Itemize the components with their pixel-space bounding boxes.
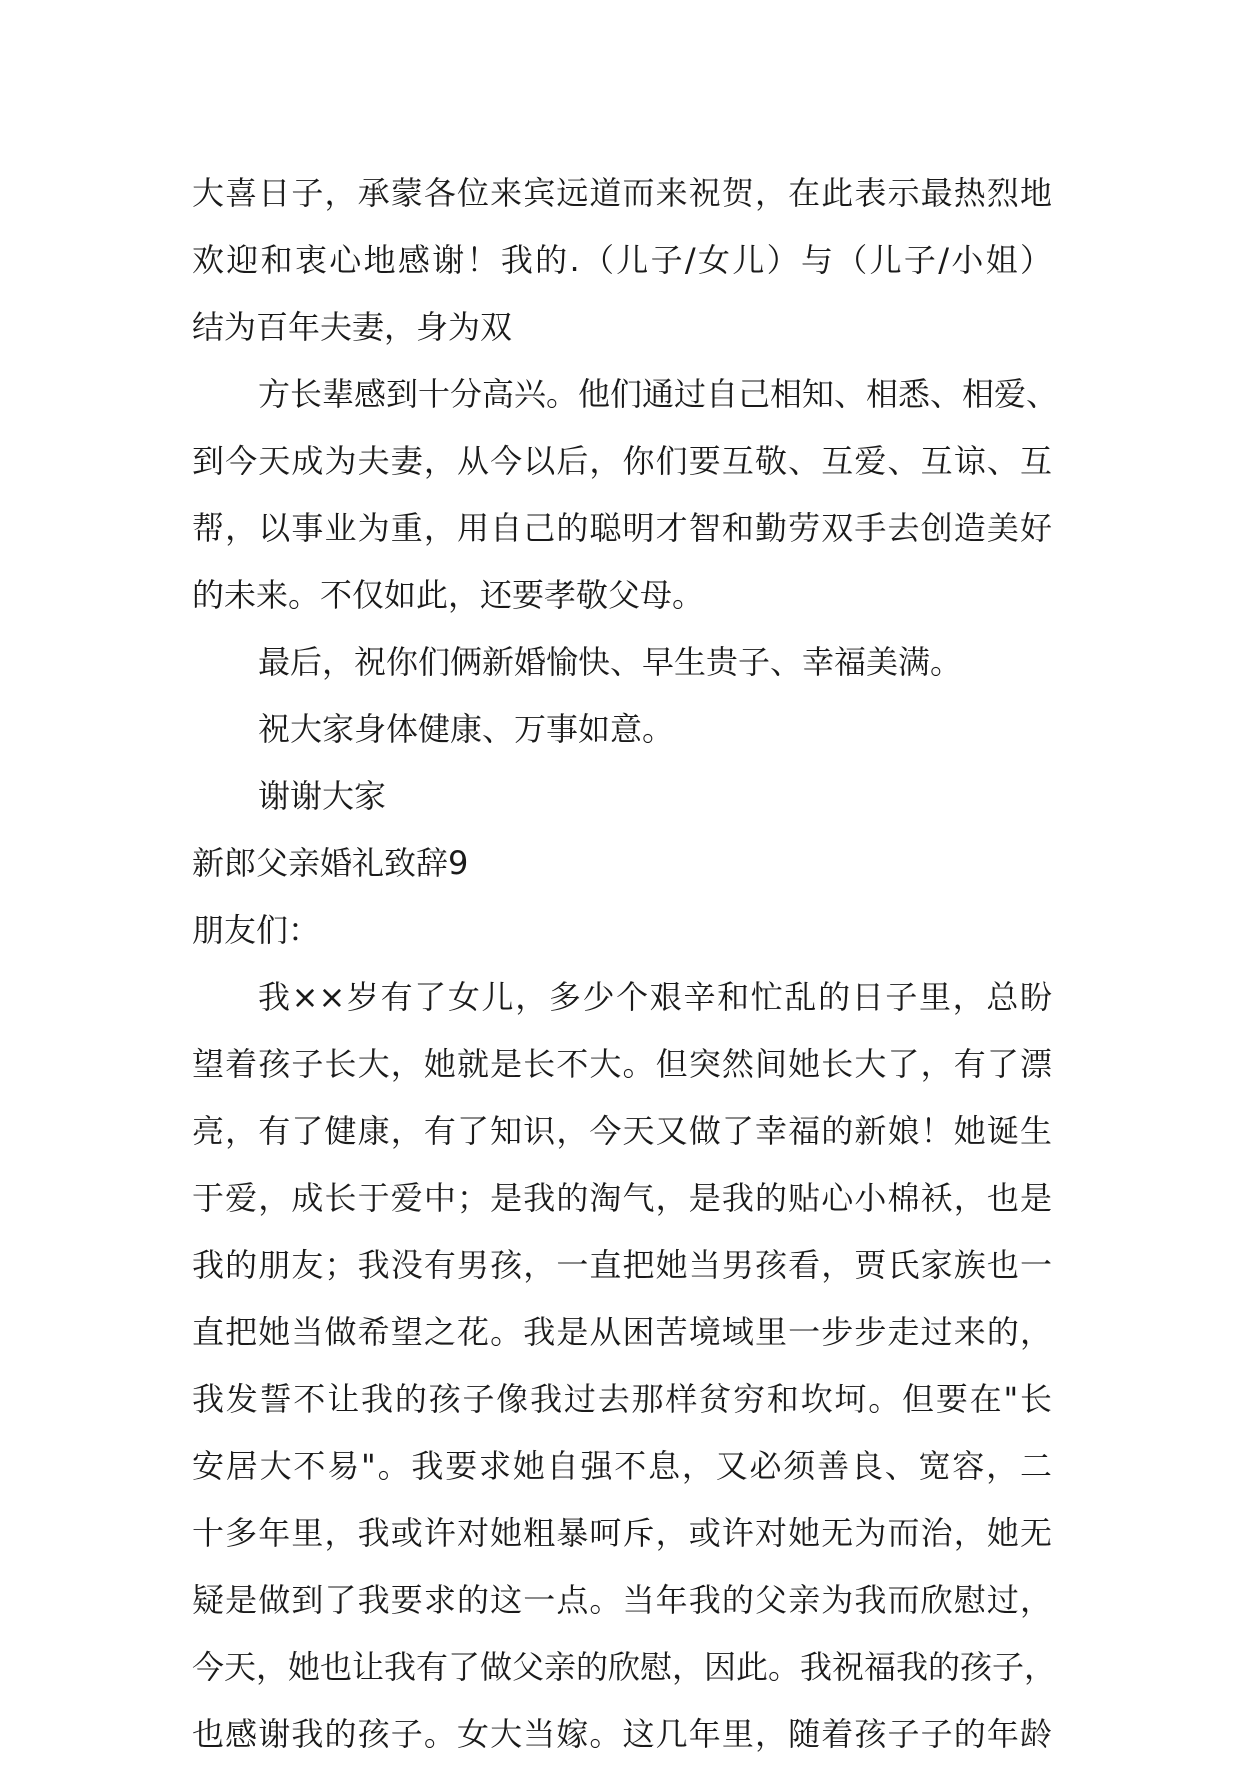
- text-line: 我××岁有了女儿，多少个艰辛和忙乱的日子里，总盼: [258, 978, 1052, 1016]
- text-line: 于爱，成长于爱中；是我的淘气，是我的贴心小棉袄，也是: [192, 1179, 1052, 1217]
- document-body: [192, 160, 1059, 1768]
- text-line: 望着孩子长大，她就是长不大。但突然间她长大了，有了漂: [192, 1045, 1052, 1083]
- text-line: 大喜日子，承蒙各位来宾远道而来祝贺，在此表示最热烈地: [192, 174, 1052, 212]
- text-line: 帮，以事业为重，用自己的聪明才智和勤劳双手去创造美好: [192, 509, 1052, 547]
- text-line: 我的朋友；我没有男孩，一直把她当男孩看，贾氏家族也一: [192, 1246, 1052, 1284]
- text-line: 结为百年夫妻，身为双: [192, 308, 513, 346]
- text-line: 直把她当做希望之花。我是从困苦境域里一步步走过来的，: [192, 1313, 1052, 1351]
- text-line: 欢迎和衷心地感谢！我的.（儿子/女儿）与（儿子/小姐）: [192, 241, 1052, 279]
- text-line: 亮，有了健康，有了知识，今天又做了幸福的新娘！她诞生: [192, 1112, 1052, 1150]
- text-line: 也感谢我的孩子。女大当嫁。这几年里，随着孩子子的年龄: [192, 1715, 1052, 1753]
- text-line: 十多年里，我或许对她粗暴呵斥，或许对她无为而治，她无: [192, 1514, 1052, 1552]
- text-line: 疑是做到了我要求的这一点。当年我的父亲为我而欣慰过，: [192, 1581, 1052, 1619]
- text-line: 到今天成为夫妻，从今以后，你们要互敬、互爱、互谅、互: [192, 442, 1052, 480]
- text-line: 最后，祝你们俩新婚愉快、早生贵子、幸福美满。: [258, 643, 963, 681]
- text-line: 安居大不易"。我要求她自强不息，又必须善良、宽容，二: [192, 1447, 1052, 1485]
- text-line: 新郎父亲婚礼致辞9: [192, 844, 469, 882]
- text-line: 方长辈感到十分高兴。他们通过自己相知、相悉、相爱、: [258, 375, 1059, 413]
- text-line: 朋友们：: [192, 911, 321, 949]
- text-line: 谢谢大家: [258, 777, 387, 815]
- text-line: 祝大家身体健康、万事如意。: [258, 710, 675, 748]
- text-line: 今天，她也让我有了做父亲的欣慰，因此。我祝福我的孩子，: [192, 1648, 1057, 1686]
- text-line: 我发誓不让我的孩子像我过去那样贫穷和坎坷。但要在"长: [192, 1380, 1052, 1418]
- text-line: 的未来。不仅如此，还要孝敬父母。: [192, 576, 705, 614]
